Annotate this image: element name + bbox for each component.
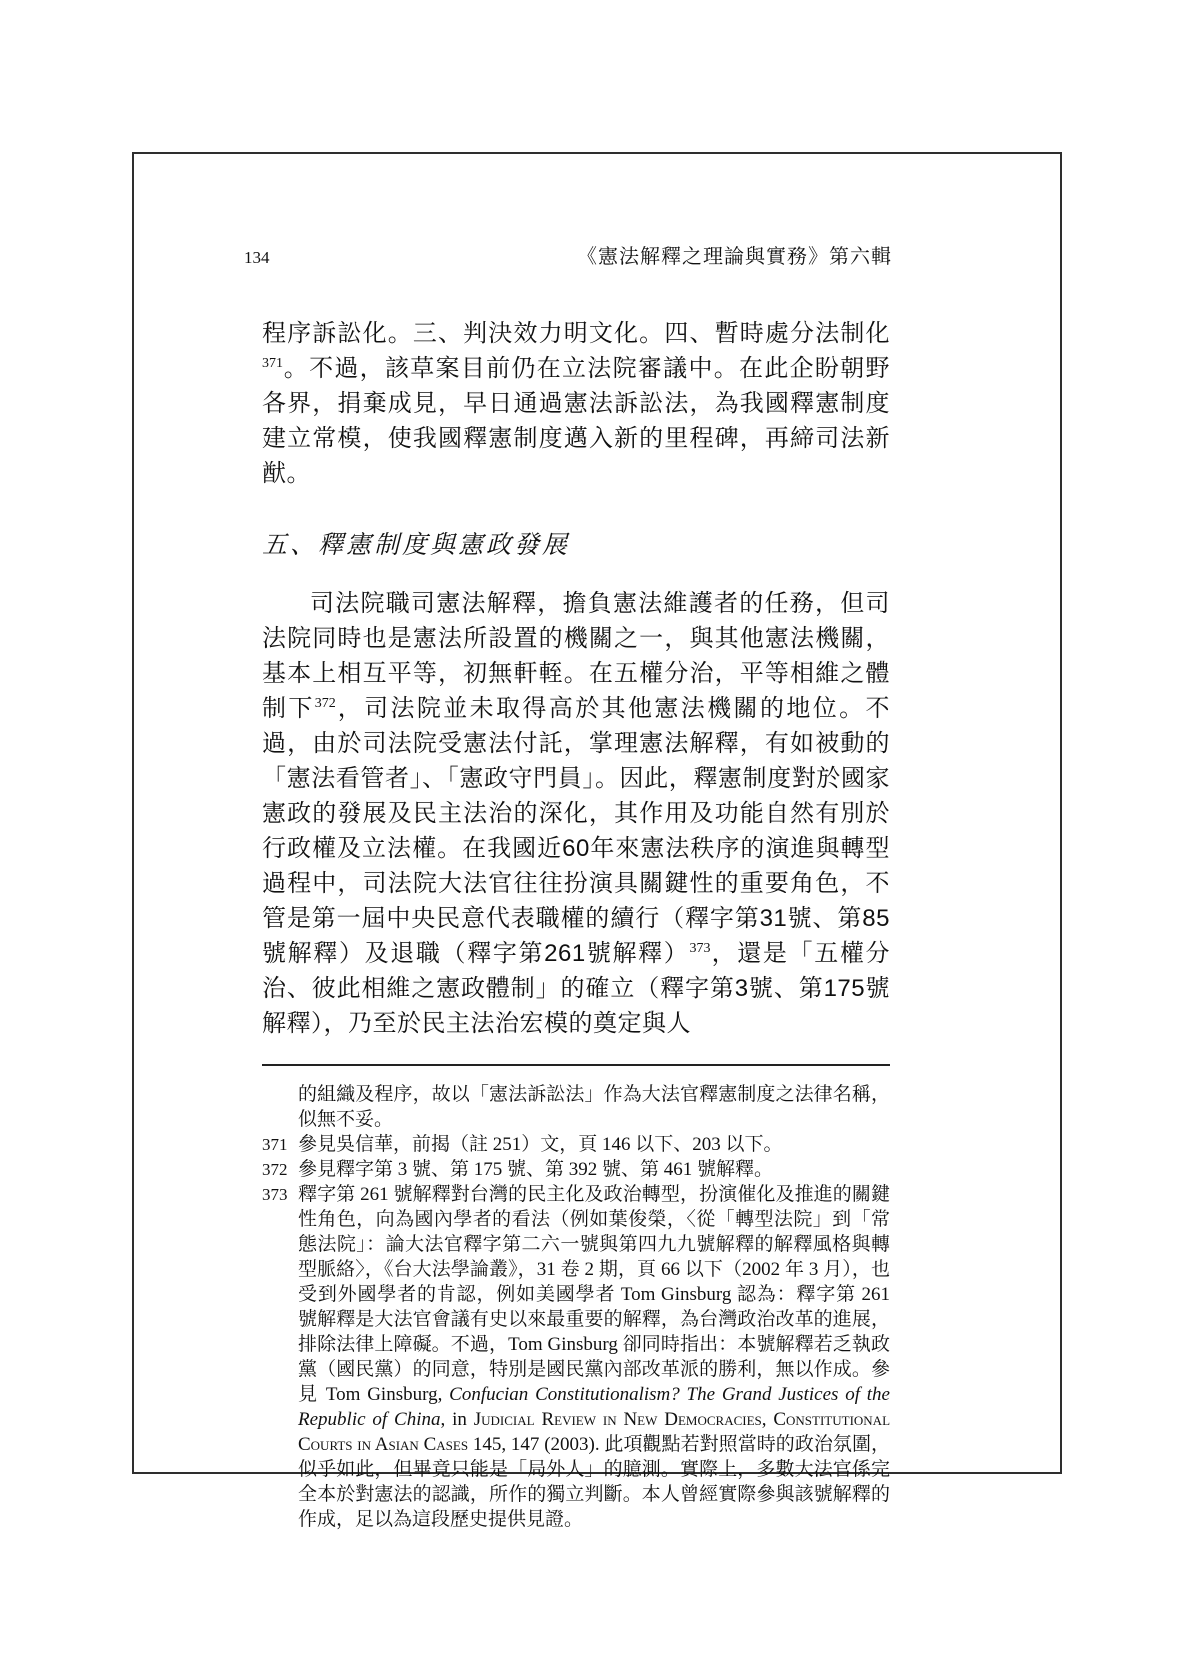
text-segment: ，司法院並未取得高於其他憲法機關的地位。不過，由於司法院受憲法付託，掌理憲法解釋，有如被動的「憲法看管者」、「憲政守門員」。因此，釋憲制度對於國家憲政的發展及民主法治的深化，其作用及功能自然有別於行政權及立法權。在我國近60年來憲法秩序的演進與轉型過程中，司法院大法官往往扮演具關鍵性的重要角色，不管是第一屆中央民意代表職權的續行（釋字第31號、第85號解釋）及退職（釋字第261號解釋） (262, 695, 891, 967)
page-sheet (132, 152, 1062, 1530)
text-segment: 145, 147 (2003). 此項觀點若對照當時的政治氛圍，似乎如此，但畢竟只能是「局外人」的臆測。實際上，多數大法官係完全本於對憲法的認識，所作的獨立判斷。本人曾經實際參與該號解釋的作成，足以為這段歷史提供見證。 (298, 1434, 890, 1530)
footnote-372 (262, 1157, 890, 1182)
footnote-ref-372: 372 (314, 696, 336, 711)
footnote-text (298, 1182, 890, 1532)
footnote-number: 373 (262, 1185, 288, 1204)
running-title: 《憲法解釋之理論與實務》第六輯 (577, 246, 892, 268)
text-segment: , in (440, 1409, 474, 1430)
text-segment: ，還是「五權分治、彼此相維之憲政體制」的確立（釋字第3號、第175號解釋），乃至於民主法治宏模的奠定與人 (262, 940, 891, 1037)
text-segment: 的組織及程序，故以「憲法訴訟法」作為大法官釋憲制度之法律名稱，似無不妥。 (298, 1084, 890, 1130)
footnote-ref-373: 373 (689, 941, 711, 956)
page-number: 134 (244, 248, 270, 267)
page-content (262, 316, 890, 1532)
text-segment: 程序訴訟化。三、判決效力明文化。四、暫時處分法制化 (262, 320, 890, 347)
footnote-371 (262, 1132, 890, 1157)
page-header (244, 240, 892, 269)
footnote-text (298, 1132, 890, 1157)
footnotes-section (262, 1082, 890, 1532)
body-paragraph-2 (262, 586, 890, 1041)
text-segment: Judicial Review in New Democracies, Constitutional Courts in Asian Cases (298, 1409, 891, 1455)
footnote-text (298, 1157, 890, 1182)
footnote-continuation (262, 1082, 890, 1132)
section-heading: 五、釋憲制度與憲政發展 (262, 532, 571, 559)
text-segment: 。不過，該草案目前仍在立法院審議中。在此企盼朝野各界，捐棄成見，早日通過憲法訴訟法，為我國釋憲制度建立常模，使我國釋憲制度邁入新的里程碑，再締司法新猷。 (262, 355, 890, 487)
footnote-separator (262, 1064, 890, 1066)
text-segment: Confucian Constitutionalism? The Grand Justices of the Republic of China (298, 1384, 890, 1430)
text-segment: 參見吳信華，前揭（註 251）文，頁 146 以下、203 以下。 (298, 1134, 783, 1155)
text-segment: 參見釋字第 3 號、第 175 號、第 392 號、第 461 號解釋。 (298, 1159, 774, 1180)
text-segment: 司法院職司憲法解釋，擔負憲法維護者的任務，但司法院同時也是憲法所設置的機關之一，與其他憲法機關，基本上相互平等，初無軒輊。在五權分治，平等相維之體制下 (262, 590, 890, 722)
footnote-373 (262, 1182, 890, 1532)
body-paragraph-1 (262, 316, 890, 491)
footnote-ref-371: 371 (262, 356, 283, 371)
text-segment: 釋字第 261 號解釋對台灣的民主化及政治轉型，扮演催化及推進的關鍵性角色，向為國內學者的看法（例如葉俊榮，〈從「轉型法院」到「常態法院」：論大法官釋字第二六一號與第四九九號解釋的解釋風格與轉型脈絡〉，《台大法學論叢》，31 卷 2 期，頁 66 以下（2002 年 3 月），也受到外國學者的肯認，例如美國學者 Tom Ginsburg 認為：釋字第 261 號解釋是大法官會議有史以來最重要的解釋，為台灣政治改革的進展，排除法律上障礙。不過，Tom Ginsburg 卻同時指出：本號解釋若乏執政黨（國民黨）的同意，特別是國民黨內部改革派的勝利，無以作成。參見 Tom Ginsburg, (298, 1184, 890, 1405)
footnote-number: 372 (262, 1160, 288, 1179)
footnote-number: 371 (262, 1135, 288, 1154)
